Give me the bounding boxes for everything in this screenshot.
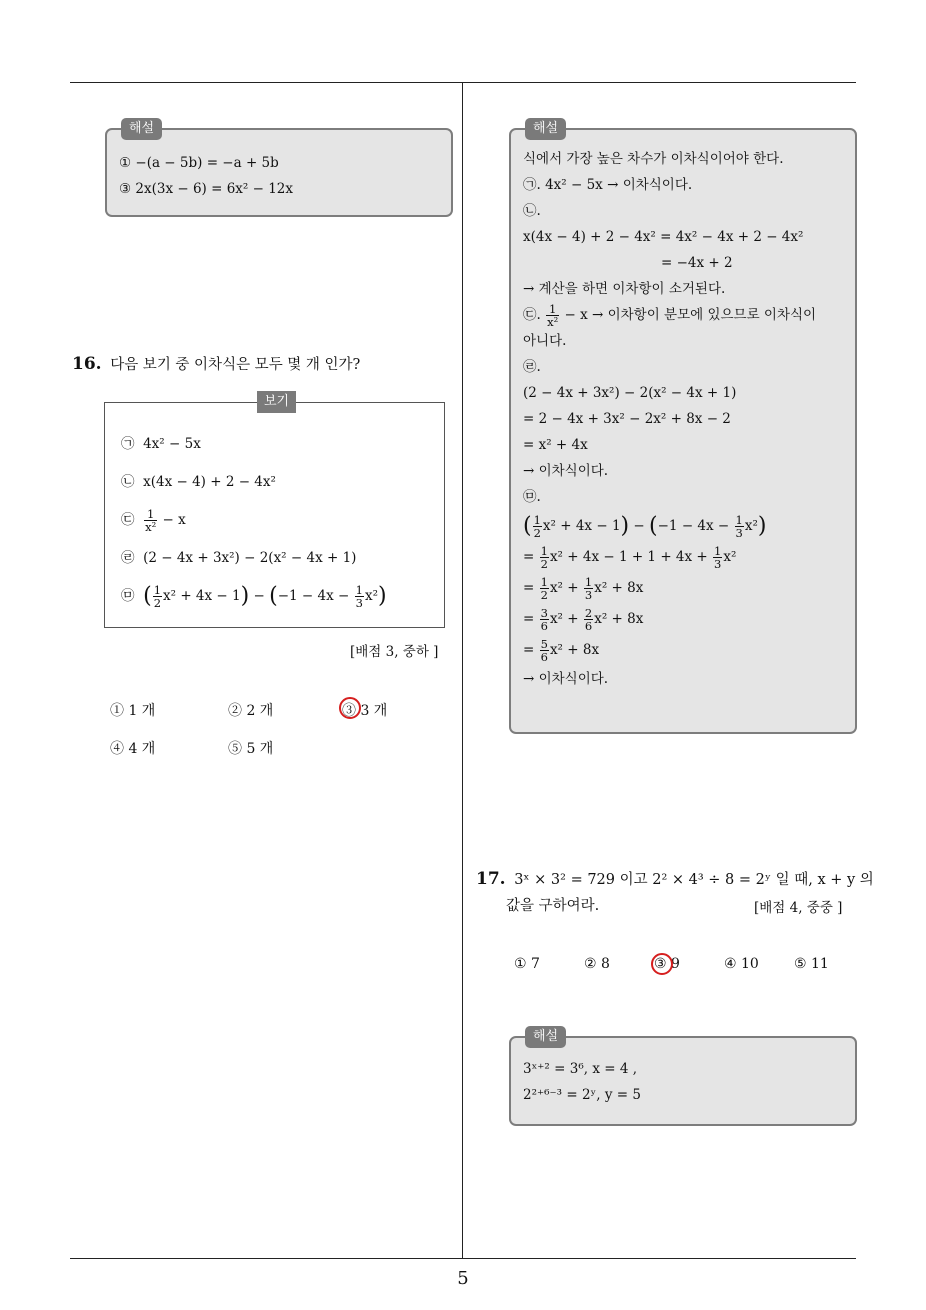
item-mark: ㉢ bbox=[121, 512, 135, 528]
bogi-label: 보기 bbox=[257, 391, 296, 413]
q16-choice-2[interactable]: ② 2 개 bbox=[228, 703, 274, 719]
solution-line: ㉡. bbox=[523, 203, 541, 219]
solution-line: (2 − 4x + 3x²) − 2(x² − 4x + 1) bbox=[523, 385, 737, 401]
solution-line: 3ˣ⁺² = 3⁶, x = 4 , bbox=[523, 1061, 638, 1077]
solution-line: ㉢. $\frac{1}{\text{x²}}$ − x → 이차항이 분모에 있으므로 이차식이 bbox=[523, 302, 817, 329]
q16-points: [배점 3, 중하 ] bbox=[350, 644, 439, 660]
solution-line: 식에서 가장 높은 차수가 이차식이어야 한다. bbox=[523, 151, 784, 167]
item-expr: (2 − 4x + 3x²) − 2(x² − 4x + 1) bbox=[143, 550, 357, 566]
q16-solution-box bbox=[509, 121, 857, 734]
q16-question bbox=[72, 351, 360, 378]
top-rule bbox=[70, 82, 856, 83]
solution-line: = 2 − 4x + 3x² − 2x² + 8x − 2 bbox=[523, 411, 731, 427]
q16-choice-5[interactable]: ⑤ 5 개 bbox=[228, 741, 274, 757]
solution-line: → 이차식이다. bbox=[523, 671, 609, 687]
item-expr: − x bbox=[162, 512, 186, 528]
fraction: $\frac{1}{\text{x²}}$ bbox=[547, 302, 559, 329]
solution-line: = $\frac{3}{6}$ x² + $\frac{2}{6}$ x² + 8x bbox=[523, 606, 644, 633]
q17-choice-1[interactable]: ① 7 bbox=[514, 956, 540, 972]
bogi-item bbox=[121, 507, 387, 545]
bottom-rule bbox=[70, 1258, 856, 1259]
q16-choice-1[interactable]: ① 1 개 bbox=[110, 703, 156, 719]
answer-circle-mark bbox=[651, 953, 673, 975]
q17-text-line2: 값을 구하여라. bbox=[506, 898, 600, 914]
fraction: $\frac{1}{\text{x²}}$ bbox=[145, 507, 157, 534]
solution-line: ㉤. bbox=[523, 489, 541, 505]
item-mark: ㉤ bbox=[121, 588, 135, 604]
q17-text-line1: 3ˣ × 3² = 729 이고 2² × 4³ ÷ 8 = 2ʸ 일 때, x + y 의 bbox=[514, 872, 874, 888]
item-mark: ㉠ bbox=[121, 436, 135, 452]
solution-line: 아니다. bbox=[523, 333, 567, 349]
solution-line: = $\frac{1}{2}$ x² + $\frac{1}{3}$ x² + 8x bbox=[523, 575, 644, 602]
bogi-item: ㉤ ( $\frac{1}{2}$ x² + 4x − 1) − (−1 − 4x − $\frac{1}{3}$ x²) bbox=[121, 583, 387, 610]
item-mark: ㉡ bbox=[121, 474, 135, 490]
solution-line: ③ 2x(3x − 6) = 6x² − 12x bbox=[119, 181, 294, 197]
q17-choice-4[interactable]: ④ 10 bbox=[724, 956, 759, 972]
fraction-third: $\frac{1}{3}$ bbox=[355, 583, 363, 610]
solution-line: = −4x + 2 bbox=[661, 255, 733, 271]
page-number: 5 bbox=[457, 1268, 469, 1289]
bogi-item bbox=[121, 431, 387, 469]
q16-choice-3[interactable]: ③ 3 개 bbox=[342, 703, 388, 719]
bogi-item bbox=[121, 545, 387, 583]
q17-points: [배점 4, 중중 ] bbox=[754, 900, 843, 916]
q17-choice-5[interactable]: ⑤ 11 bbox=[794, 956, 829, 972]
bogi-item bbox=[121, 469, 387, 507]
q17-number: 17. bbox=[476, 869, 506, 889]
q16-number: 16. bbox=[72, 354, 102, 374]
q15-solution-box bbox=[105, 121, 453, 217]
item-expr: x(4x − 4) + 2 − 4x² bbox=[143, 474, 276, 490]
solution-line: ㉠. 4x² − 5x → 이차식이다. bbox=[523, 177, 693, 193]
item-expr: −1 − 4x − bbox=[277, 588, 354, 604]
item-expr: x² bbox=[364, 588, 378, 604]
item-expr: x² + 4x − 1 bbox=[163, 588, 241, 604]
solution-tag: 해설 bbox=[121, 118, 162, 140]
column-divider bbox=[462, 82, 463, 1258]
item-mark: ㉣ bbox=[121, 550, 135, 566]
solution-line: ① −(a − 5b) = −a + 5b bbox=[119, 155, 279, 171]
q17-solution-box bbox=[509, 1029, 857, 1126]
q17-choice-3[interactable]: ③ 9 bbox=[654, 956, 680, 972]
solution-line: → 이차식이다. bbox=[523, 463, 609, 479]
solution-line: = $\frac{5}{6}$ x² + 8x bbox=[523, 637, 600, 664]
solution-line: ( $\frac{1}{2}$ x² + 4x − 1) − (−1 − 4x − $\frac{1}{3}$ x²) bbox=[523, 513, 767, 540]
q16-text: 다음 보기 중 이차식은 모두 몇 개 인가? bbox=[110, 357, 361, 373]
answer-circle-mark bbox=[339, 697, 361, 719]
solution-tag: 해설 bbox=[525, 1026, 566, 1048]
solution-line: ㉣. bbox=[523, 359, 541, 375]
solution-line: 2²⁺⁶⁻³ = 2ʸ, y = 5 bbox=[523, 1087, 641, 1103]
solution-tag: 해설 bbox=[525, 118, 566, 140]
fraction-half: $\frac{1}{2}$ bbox=[153, 583, 162, 610]
q17-choice-2[interactable]: ② 8 bbox=[584, 956, 610, 972]
item-expr: 4x² − 5x bbox=[143, 436, 201, 452]
solution-line: = $\frac{1}{2}$ x² + 4x − 1 + 1 + 4x + $\frac{1}{3}$ x² bbox=[523, 544, 737, 571]
q16-choice-4[interactable]: ④ 4 개 bbox=[110, 741, 156, 757]
solution-line: = x² + 4x bbox=[523, 437, 588, 453]
solution-line: x(4x − 4) + 2 − 4x² = 4x² − 4x + 2 − 4x² bbox=[523, 229, 804, 245]
solution-line: → 계산을 하면 이차항이 소거된다. bbox=[523, 281, 726, 297]
bogi-box bbox=[104, 394, 445, 628]
